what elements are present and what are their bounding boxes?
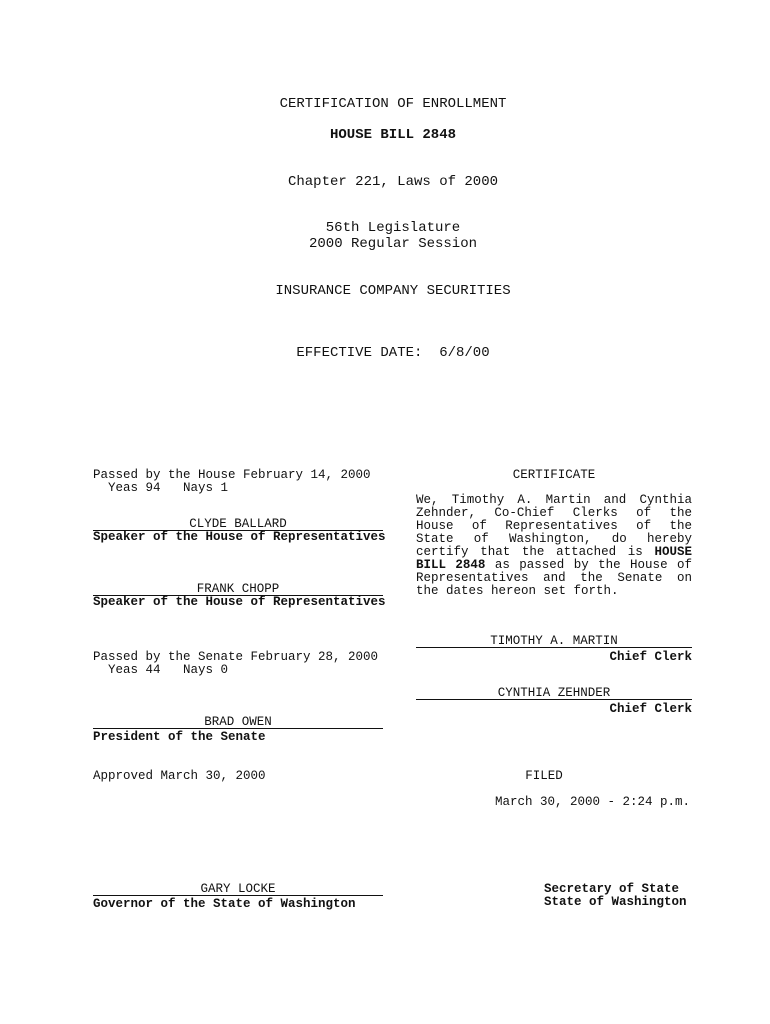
certification-heading: CERTIFICATION OF ENROLLMENT bbox=[279, 96, 507, 112]
chapter-line: Chapter 221, Laws of 2000 bbox=[287, 174, 499, 190]
clerk2-name: CYNTHIA ZEHNDER bbox=[497, 686, 611, 700]
governor-name: GARY LOCKE bbox=[200, 882, 276, 896]
secretary-title: Secretary of State bbox=[544, 882, 680, 896]
certificate-title: CERTIFICATE bbox=[512, 468, 596, 482]
subject-line: INSURANCE COMPANY SECURITIES bbox=[275, 283, 511, 299]
governor-title: Governor of the State of Washington bbox=[93, 897, 356, 911]
clerk1-title: Chief Clerk bbox=[609, 650, 692, 664]
certificate-bill-ref: HOUSE BILL 2848 bbox=[416, 545, 692, 572]
filed-label: FILED bbox=[525, 769, 563, 783]
speaker2-title: Speaker of the House of Representatives bbox=[93, 595, 386, 609]
approved-text: Approved March 30, 2000 bbox=[93, 769, 266, 783]
speaker1-title: Speaker of the House of Representatives bbox=[93, 530, 386, 544]
president-title: President of the Senate bbox=[93, 730, 266, 744]
legislature-line: 56th Legislature bbox=[325, 220, 461, 236]
clerk2-title: Chief Clerk bbox=[609, 702, 692, 716]
president-signature-line bbox=[93, 728, 383, 729]
secretary-state: State of Washington bbox=[544, 895, 687, 909]
speaker2-name: FRANK CHOPP bbox=[196, 582, 280, 596]
effective-date: EFFECTIVE DATE: 6/8/00 bbox=[296, 345, 490, 361]
filed-date: March 30, 2000 - 2:24 p.m. bbox=[495, 795, 691, 809]
session-line: 2000 Regular Session bbox=[308, 236, 478, 252]
house-passed-text: Passed by the House February 14, 2000 bbox=[93, 468, 371, 482]
president-name: BRAD OWEN bbox=[204, 715, 272, 729]
senate-votes-text: Yeas 44 Nays 0 bbox=[93, 663, 229, 677]
clerk2-signature-line bbox=[416, 699, 692, 700]
senate-passed-text: Passed by the Senate February 28, 2000 bbox=[93, 650, 379, 664]
bill-title: HOUSE BILL 2848 bbox=[329, 127, 457, 143]
clerk1-name: TIMOTHY A. MARTIN bbox=[490, 634, 618, 648]
house-votes-text: Yeas 94 Nays 1 bbox=[93, 481, 229, 495]
speaker1-name: CLYDE BALLARD bbox=[189, 517, 287, 531]
certificate-text-pre: We, Timothy A. Martin and Cynthia Zehnder, Co-Chief Clerks of the House of Representatives of the State of Washington, do hereby certify that the attached is bbox=[416, 493, 692, 559]
governor-signature-line bbox=[93, 895, 383, 896]
certificate-text-post: as passed by the House of Representatives and the Senate on the dates hereon set forth. bbox=[416, 558, 692, 598]
certificate-paragraph bbox=[416, 494, 692, 598]
clerk1-signature-line bbox=[416, 647, 692, 648]
